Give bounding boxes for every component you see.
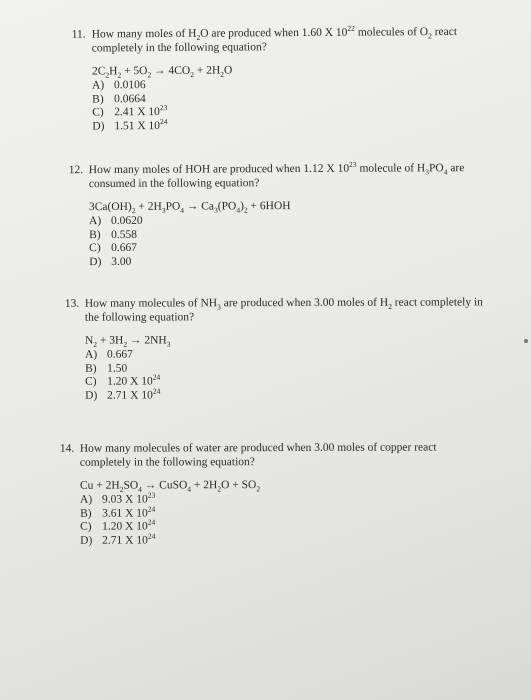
eq-sub: 2 (147, 70, 152, 80)
answer-choices (92, 76, 531, 133)
choice-letter: D) (80, 534, 93, 547)
choice-letter: C) (85, 375, 97, 388)
stem-text: are produced when 3.00 moles of H (220, 296, 389, 310)
eq-sub: 4 (180, 205, 185, 215)
eq-part: O (223, 64, 233, 77)
eq-part: (PO (217, 200, 237, 213)
choice-d[interactable] (89, 253, 529, 269)
stem-subscript: 3 (217, 302, 221, 312)
stem-text: completely in the following equation? (91, 41, 267, 55)
eq-sub: 2 (131, 206, 136, 216)
stem-subscript: 3 (425, 167, 430, 177)
eq-part: O + SO (221, 479, 257, 492)
stem-text: the following equation? (84, 311, 195, 324)
stem-subscript: 4 (443, 167, 448, 177)
stem-text: PO (428, 162, 444, 175)
stem-text: consumed in the following equation? (88, 177, 260, 191)
choice-letter: A) (88, 215, 102, 228)
choice-value: 1.50 (107, 362, 128, 375)
choice-exponent: 23 (147, 490, 156, 500)
stem-text: How many moles of HOH are produced when 1.12 X 10 (88, 162, 350, 177)
eq-sub: 4 (187, 484, 192, 494)
question-number: 12. (68, 164, 84, 177)
eq-sub: 3 (161, 205, 166, 216)
eq-part: CuSO (159, 479, 188, 492)
eq-sub: 2 (220, 69, 225, 79)
stem-text: completely in the following equation? (79, 456, 255, 469)
stem-text: react completely in (391, 296, 483, 309)
eq-sub: 4 (138, 484, 142, 494)
stem-text: How many moles of H (91, 27, 197, 41)
answer-choices (89, 213, 529, 269)
choice-letter: A) (91, 79, 105, 92)
choice-d[interactable] (92, 117, 531, 134)
choice-value: 1.20 X 10 (107, 375, 153, 388)
choice-value: 1.51 X 10 (114, 119, 161, 132)
eq-sub: 2 (119, 484, 124, 494)
choice-letter: B) (85, 362, 97, 375)
answer-choices (80, 492, 520, 548)
question-stem (69, 161, 529, 191)
eq-part: N (84, 334, 94, 347)
chemical-equation (91, 62, 531, 80)
eq-sub: 2 (105, 70, 110, 80)
choice-value: 1.20 X 10 (102, 520, 148, 533)
eq-part: Cu + 2H (79, 479, 120, 492)
choice-letter: D) (89, 255, 102, 268)
stem-superscript: 22 (347, 23, 355, 33)
question-stem (60, 440, 520, 470)
question-number: 11. (71, 28, 86, 41)
eq-part: + 2H (190, 479, 218, 492)
stem-subscript: 2 (196, 33, 201, 43)
chemical-equation (88, 199, 529, 216)
question-13 (65, 295, 531, 403)
choice-exponent: 24 (147, 531, 156, 541)
choice-value: 0.0664 (114, 92, 146, 105)
arrow-icon: → (151, 64, 169, 78)
paper-edge-mark (524, 339, 528, 343)
eq-part: H (109, 65, 118, 78)
choice-value: 0.0620 (110, 214, 143, 227)
chemical-equation (84, 333, 531, 350)
arrow-icon: → (127, 334, 145, 347)
choice-letter: C) (92, 106, 104, 119)
choice-letter: D) (92, 119, 105, 132)
choice-letter: B) (89, 228, 101, 241)
choice-value: 0.558 (111, 228, 138, 241)
choice-value: 0.0106 (113, 79, 146, 92)
choice-value: 3.61 X 10 (102, 506, 148, 520)
eq-sub: 3 (214, 205, 218, 215)
choice-value: 0.667 (106, 348, 133, 361)
question-14 (60, 440, 520, 548)
stem-text: react (431, 25, 458, 39)
question-12 (69, 161, 530, 269)
choice-value: 2.41 X 10 (114, 105, 160, 119)
eq-sub: 4 (236, 205, 241, 215)
eq-sub: 2 (93, 339, 98, 350)
question-number: 14. (59, 442, 75, 455)
choice-value: 2.71 X 10 (102, 533, 148, 547)
chemical-equation (80, 478, 520, 492)
choice-letter: A) (84, 348, 98, 361)
choice-letter: D) (85, 389, 98, 402)
eq-sub: 2 (117, 70, 122, 80)
stem-text: molecules of O (354, 26, 429, 39)
choice-exponent: 24 (152, 372, 161, 382)
eq-part: 2NH (144, 334, 167, 347)
choice-d[interactable] (85, 388, 531, 403)
choice-exponent: 24 (159, 116, 168, 126)
choice-letter: A) (79, 493, 93, 506)
eq-part: + 5O (121, 65, 148, 78)
eq-sub: 2 (190, 70, 195, 80)
question-11 (72, 24, 531, 133)
choice-exponent: 23 (159, 103, 168, 113)
eq-part: + 2H (135, 200, 162, 213)
choice-exponent: 24 (147, 517, 156, 527)
answer-choices (85, 347, 531, 403)
eq-part: PO (165, 200, 181, 213)
choice-value: 3.00 (111, 255, 132, 268)
eq-part: Ca (201, 200, 215, 213)
choice-letter: C) (89, 242, 101, 255)
stem-superscript: 23 (349, 159, 357, 169)
eq-sub: 2 (123, 339, 128, 349)
eq-part: 4CO (168, 64, 191, 77)
choice-exponent: 24 (152, 386, 161, 396)
question-stem (72, 24, 531, 55)
eq-part: + 2H (193, 64, 221, 77)
eq-part: ) (240, 200, 244, 213)
choice-exponent: 24 (147, 504, 156, 514)
stem-subscript: 2 (428, 31, 432, 41)
stem-text: How many molecules of water are produced when 3.00 moles of copper react (79, 441, 437, 455)
eq-sub: 2 (256, 484, 261, 494)
arrow-icon: → (183, 200, 202, 213)
stem-text: are (447, 162, 465, 175)
eq-sub: 2 (243, 205, 248, 215)
eq-part: SO (123, 479, 139, 492)
eq-sub: 2 (217, 484, 222, 494)
eq-sub: 3 (166, 339, 171, 349)
arrow-icon: → (141, 479, 160, 492)
stem-text: molecule of H (356, 162, 426, 175)
stem-subscript: 2 (388, 301, 392, 311)
choice-value: 0.667 (111, 241, 138, 254)
eq-part: + 3H (97, 334, 124, 347)
choice-value: 9.03 X 10 (101, 493, 148, 506)
question-stem (65, 295, 531, 325)
question-number: 13. (64, 297, 80, 310)
eq-part: + 6HOH (247, 200, 291, 213)
choice-d[interactable] (80, 533, 520, 548)
choice-letter: B) (92, 92, 104, 105)
choice-letter: B) (80, 507, 92, 520)
stem-text: How many molecules of NH (84, 297, 218, 310)
eq-part: 2C (91, 65, 106, 78)
choice-letter: C) (80, 520, 92, 533)
eq-part: 3Ca(OH) (88, 200, 132, 214)
stem-text: O are produced when 1.60 X 10 (200, 26, 348, 40)
choice-value: 2.71 X 10 (107, 389, 153, 402)
